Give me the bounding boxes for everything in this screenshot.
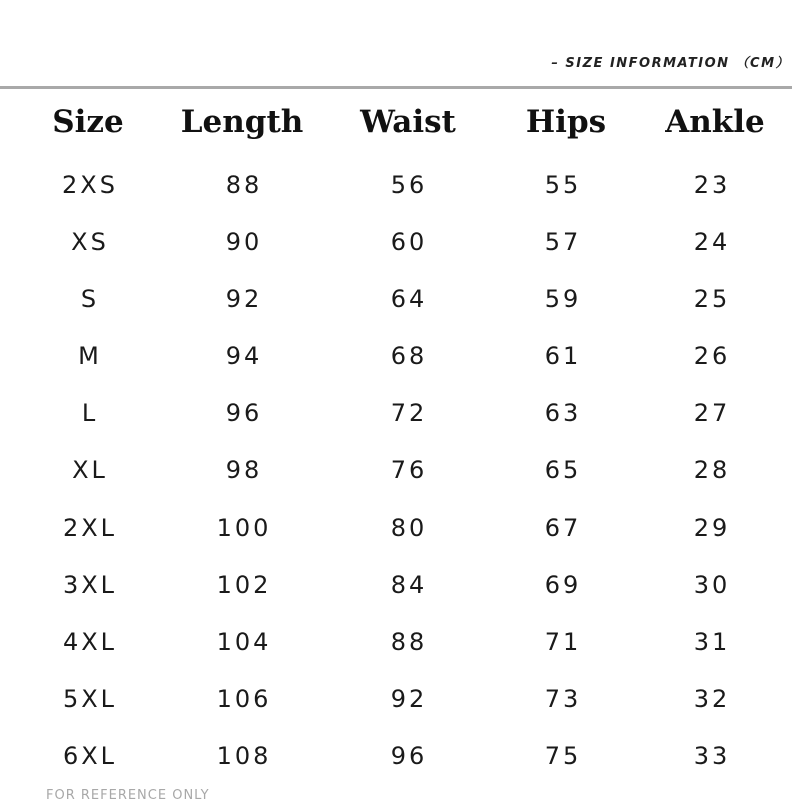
cell-length: 100	[216, 513, 272, 542]
column-header-waist: Waist	[360, 104, 456, 140]
cell-length: 102	[216, 570, 272, 599]
cell-length: 104	[216, 627, 272, 656]
cell-size: 3XL	[62, 570, 118, 599]
cell-size: 4XL	[62, 627, 118, 656]
cell-hips: 67	[544, 513, 582, 542]
cell-length: 92	[225, 285, 263, 314]
cell-ankle: 30	[693, 570, 731, 599]
cell-waist: 96	[390, 741, 428, 770]
table-header	[0, 100, 800, 144]
cell-length: 88	[225, 171, 263, 199]
cell-waist: 84	[390, 570, 428, 599]
cell-length: 106	[216, 684, 272, 713]
cell-length: 94	[225, 342, 263, 371]
table-row	[0, 728, 800, 785]
cell-ankle: 27	[693, 399, 731, 428]
cell-ankle: 33	[693, 741, 731, 770]
cell-waist: 64	[390, 285, 428, 314]
header-divider	[0, 86, 792, 89]
table-row	[0, 614, 800, 671]
cell-hips: 73	[544, 684, 582, 713]
column-header-hips: Hips	[525, 104, 607, 140]
cell-size: 5XL	[62, 684, 118, 713]
table-row	[0, 385, 800, 442]
cell-length: 96	[225, 399, 263, 428]
size-information-title: – SIZE INFORMATION （CM）	[551, 56, 790, 71]
cell-waist: 80	[390, 513, 428, 542]
column-header-ankle: Ankle	[665, 104, 765, 140]
table-row	[0, 328, 800, 385]
cell-waist: 76	[390, 456, 428, 485]
table-row	[0, 271, 800, 328]
cell-hips: 55	[544, 171, 582, 199]
reference-footnote: FOR REFERENCE ONLY	[46, 788, 210, 803]
cell-ankle: 32	[693, 684, 731, 713]
table-row	[0, 442, 800, 499]
cell-waist: 68	[390, 342, 428, 371]
cell-hips: 71	[544, 627, 582, 656]
cell-hips: 59	[544, 285, 582, 314]
cell-ankle: 24	[693, 228, 731, 257]
cell-hips: 65	[544, 456, 582, 485]
cell-ankle: 31	[693, 627, 731, 656]
column-header-size: Size	[52, 104, 124, 140]
cell-size: M	[78, 342, 102, 371]
table-row	[0, 557, 800, 614]
cell-ankle: 25	[693, 285, 731, 314]
cell-length: 90	[225, 228, 263, 257]
cell-hips: 75	[544, 741, 582, 770]
table-row	[0, 671, 800, 728]
cell-size: 2XL	[62, 513, 118, 542]
table-row	[0, 214, 800, 271]
cell-waist: 56	[390, 171, 428, 199]
cell-hips: 69	[544, 570, 582, 599]
cell-ankle: 28	[693, 456, 731, 485]
size-table-body	[0, 157, 800, 785]
cell-length: 108	[216, 741, 272, 770]
cell-waist: 72	[390, 399, 428, 428]
column-header-length: Length	[180, 104, 304, 140]
cell-waist: 92	[390, 684, 428, 713]
cell-ankle: 26	[693, 342, 731, 371]
cell-hips: 63	[544, 399, 582, 428]
cell-waist: 88	[390, 627, 428, 656]
cell-hips: 61	[544, 342, 582, 371]
table-row	[0, 157, 800, 214]
cell-size: 6XL	[62, 741, 118, 770]
cell-size: S	[80, 285, 100, 314]
cell-length: 98	[225, 456, 263, 485]
cell-size: L	[81, 399, 99, 428]
table-row	[0, 500, 800, 557]
cell-ankle: 23	[693, 171, 731, 199]
cell-hips: 57	[544, 228, 582, 257]
cell-size: 2XS	[62, 171, 118, 199]
cell-ankle: 29	[693, 513, 731, 542]
cell-size: XS	[71, 228, 109, 257]
cell-size: XL	[72, 456, 108, 485]
cell-waist: 60	[390, 228, 428, 257]
